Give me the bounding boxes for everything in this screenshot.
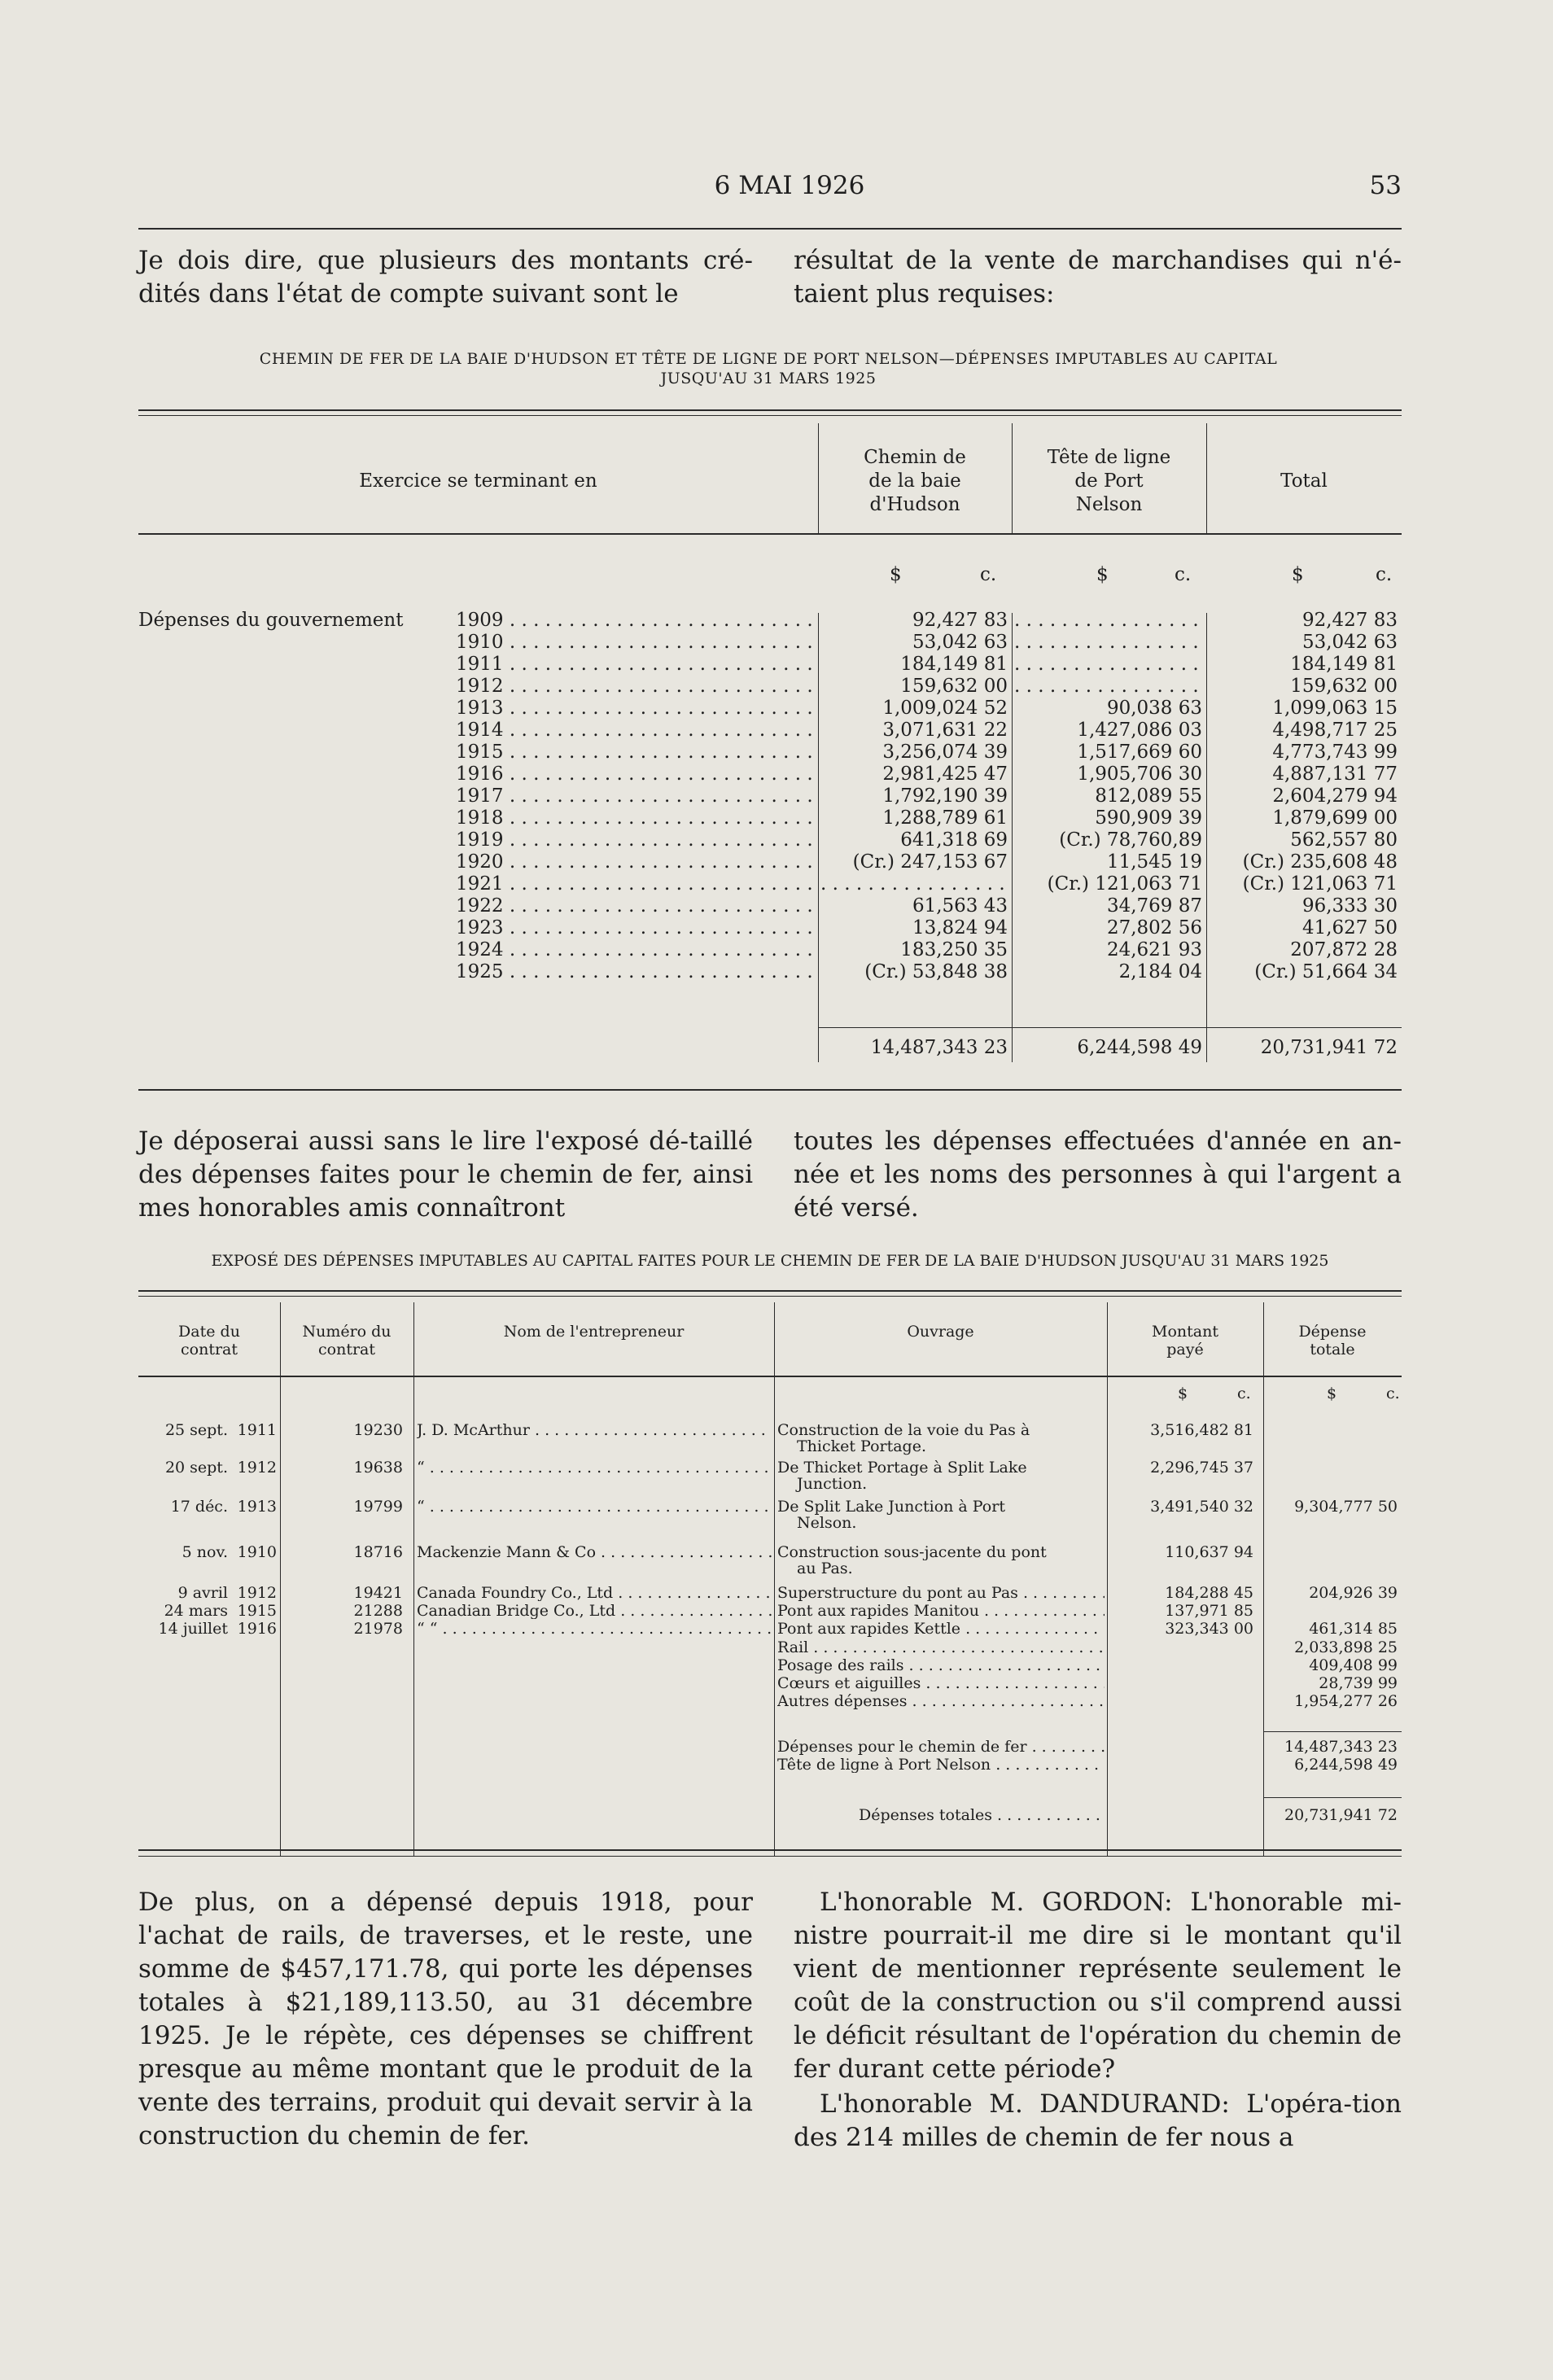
table2-year: 1912	[237, 1459, 277, 1477]
header-rule	[138, 228, 1402, 230]
table1-cell-nelson: 2,184 04	[1118, 961, 1202, 982]
table1-cell-total: 2,604,279 94	[1272, 785, 1398, 807]
table1-cell-total: 184,149 81	[1290, 654, 1398, 675]
table1-cell-nelson: 24,621 93	[1106, 939, 1202, 960]
table1-cell-nelson: 812,089 55	[1095, 785, 1202, 807]
table2-work-line1: Pont aux rapides Kettle . . .	[777, 1621, 1105, 1637]
table2-work-line1: De Thicket Portage à Split Lake	[777, 1460, 1027, 1476]
table1-cell-nelson: 1,905,706 30	[1077, 763, 1202, 785]
table1-year: 1924 . . .	[456, 939, 816, 961]
table1-year: 1919 . . .	[456, 829, 816, 851]
table2-year: 1912	[237, 1584, 277, 1602]
table2-grand-total: 20,731,941 72	[1284, 1806, 1398, 1824]
table1-total-nelson: 6,244,598 49	[1077, 1037, 1202, 1058]
table2-paid: 2,296,745 37	[1150, 1459, 1253, 1477]
table1-cell-hudson: 2,981,425 47	[882, 763, 1008, 785]
bottom-right-p1: L'honorable M. GORDON: L'honorable mi-nistre pourrait-il me dire si le montant qu'il vient de mentionner représente seulement le coût de la construction ou s'il comprend aussi le déficit résultant de l'opération du chemin de fer durant cette période?	[794, 1888, 1402, 2084]
table2-date: 20 sept.	[164, 1459, 228, 1477]
table1-col-hudson: Chemin de de la baie d'Hudson	[864, 447, 966, 515]
table2-extra-total: 28,739 99	[1319, 1674, 1398, 1692]
table1-cell-nelson	[1014, 676, 1202, 698]
table1-cell-total: 92,427 83	[1301, 610, 1398, 631]
table2-extra-total: 409,408 99	[1309, 1656, 1398, 1674]
table1-cell-total: 159,632 00	[1290, 676, 1398, 697]
table1-col-nelson: Tête de ligne de Port Nelson	[1047, 447, 1171, 515]
table1-cell-hudson: 92,427 83	[912, 610, 1008, 631]
table2-extra-total: 2,033,898 25	[1294, 1638, 1398, 1656]
table2-total: 204,926 39	[1309, 1584, 1398, 1602]
table1-vline-body-3	[1206, 613, 1207, 1062]
table1-cell-total: (Cr.) 235,608 48	[1242, 851, 1398, 873]
table2-work	[777, 1603, 1105, 1619]
table1-cell-nelson	[1014, 632, 1202, 654]
unit-dollar-1: $	[890, 564, 902, 585]
table1-row-label: Dépenses du gouvernement	[138, 610, 404, 631]
table1-year: 1916 . . .	[456, 763, 816, 785]
intro-right: résultat de la vente de marchandises qui n'é-taient plus requises:	[794, 246, 1402, 308]
table2-number: 19421	[353, 1584, 403, 1602]
table1-cell-nelson: 27,802 56	[1106, 917, 1202, 938]
table1-year: 1917 . . .	[456, 785, 816, 807]
table1-cell-nelson: 34,769 87	[1106, 895, 1202, 917]
table1-rule-top2	[138, 415, 1402, 416]
table2-extra-total: 1,954,277 26	[1294, 1692, 1398, 1710]
table2-paid: 3,516,482 81	[1150, 1421, 1253, 1439]
table1-cell-hudson: (Cr.) 53,848 38	[864, 961, 1008, 982]
intro-left: Je dois dire, que plusieurs des montants cré-dités dans l'état de compte suivant sont le	[138, 246, 753, 308]
table2-entrepreneur: “ . . .	[417, 1460, 772, 1476]
table2-paid: 110,637 94	[1165, 1543, 1253, 1561]
table2-year: 1913	[237, 1498, 277, 1516]
table2-paid: 137,971 85	[1165, 1602, 1253, 1620]
table2-extra-work: Rail . . .	[777, 1640, 1105, 1656]
table2-unit-dollar-2: $	[1327, 1385, 1337, 1402]
table1-year: 1914 . . .	[456, 720, 816, 742]
table1-year: 1923 . . .	[456, 917, 816, 939]
table2-unit-cent-2: c.	[1386, 1385, 1400, 1402]
table2-vline-2	[413, 1302, 414, 1856]
table1-year: 1915 . . .	[456, 742, 816, 763]
table2-year: 1911	[237, 1421, 277, 1439]
table1-cell-hudson: 3,071,631 22	[882, 720, 1008, 741]
table1-cell-hudson: 1,792,190 39	[882, 785, 1008, 807]
table2-h-paye: Montant payé	[1152, 1323, 1218, 1358]
table2-total: 461,314 85	[1309, 1620, 1398, 1638]
table2-work	[777, 1423, 1105, 1455]
table1-col-label: Exercice se terminant en	[359, 470, 597, 492]
table2-number: 21288	[353, 1602, 403, 1620]
table2-h-depense: Dépense totale	[1298, 1323, 1367, 1358]
table2-entrepreneur: Canadian Bridge Co., Ltd . . .	[417, 1603, 772, 1619]
unit-cent-3: c.	[1376, 564, 1393, 585]
table1-title-line2: JUSQU'AU 31 MARS 1925	[660, 370, 877, 387]
table2-grand-label: Dépenses totales . . .	[859, 1808, 1105, 1823]
table2-total: 9,304,777 50	[1294, 1498, 1398, 1516]
table2-vline-5	[1263, 1302, 1264, 1856]
table2-entrepreneur: Mackenzie Mann & Co . . .	[417, 1545, 772, 1560]
table2-work-line1: De Split Lake Junction à Port	[777, 1499, 1005, 1515]
table2-work-line2: Junction.	[797, 1475, 868, 1493]
table1-cell-hudson: 61,563 43	[912, 895, 1008, 917]
bottom-right-p2: L'honorable M. DANDURAND: L'opéra-tion des 214 milles de chemin de fer nous a	[794, 2089, 1402, 2152]
table2-date: 17 déc.	[170, 1498, 228, 1516]
table1-year: 1910 . . .	[456, 632, 816, 654]
table2-date: 5 nov.	[182, 1543, 228, 1561]
table2-work-line1: Construction sous-jacente du pont	[777, 1545, 1047, 1560]
unit-cent-2: c.	[1175, 564, 1192, 585]
table1-year: 1909 . . .	[456, 610, 816, 632]
table2-year: 1916	[237, 1620, 277, 1638]
table2-number: 18716	[353, 1543, 403, 1561]
table2-subtotal-rule	[1263, 1731, 1402, 1732]
table1-cell-hudson: (Cr.) 247,153 67	[852, 851, 1008, 873]
table1-cell-total: 562,557 80	[1290, 829, 1398, 851]
unit-cent-1: c.	[980, 564, 997, 585]
table2-h-entrepreneur: Nom de l'entrepreneur	[503, 1323, 685, 1341]
table2-subtotal-total: 6,244,598 49	[1294, 1756, 1398, 1774]
table2-work-line2: Thicket Portage.	[797, 1437, 927, 1455]
table2-work	[777, 1499, 1105, 1531]
table1-cell-total: 41,627 50	[1301, 917, 1398, 938]
table1-cell-hudson: 53,042 63	[912, 632, 1008, 653]
table1-cell-hudson: 641,318 69	[900, 829, 1008, 851]
table1-cell-hudson: 1,009,024 52	[882, 698, 1008, 719]
table1-totals-rule	[818, 1027, 1402, 1028]
table1-cell-total: 1,879,699 00	[1272, 807, 1398, 829]
table1-cell-nelson: 1,427,086 03	[1077, 720, 1202, 741]
table1-cell-hudson: 3,256,074 39	[882, 742, 1008, 763]
table2-paid: 184,288 45	[1165, 1584, 1253, 1602]
table1-cell-nelson: 1,517,669 60	[1077, 742, 1202, 763]
table2-vline-1	[280, 1302, 281, 1856]
table1-cell-hudson: 183,250 35	[900, 939, 1008, 960]
table2-subtotal-work: Tête de ligne à Port Nelson . . .	[777, 1757, 1105, 1773]
table1-cell-total: (Cr.) 121,063 71	[1242, 873, 1398, 895]
table1-rule-top	[138, 409, 1402, 411]
table2-h-date: Date du contrat	[178, 1323, 240, 1358]
table2-year: 1910	[237, 1543, 277, 1561]
table1-cell-total: 4,773,743 99	[1272, 742, 1398, 763]
table2-subtotal-total: 14,487,343 23	[1284, 1738, 1398, 1756]
table2-entrepreneur: “ “ . . .	[417, 1621, 772, 1637]
middle-left: Je déposerai aussi sans le lire l'exposé dé-taillé des dépenses faites pour le chemin de fer, ainsi mes honorables amis connaîtront	[138, 1127, 753, 1223]
table2-rule-header	[138, 1376, 1402, 1377]
table2-entrepreneur: “ . . .	[417, 1499, 772, 1515]
table1-year: 1925 . . .	[456, 961, 816, 983]
table2-work	[777, 1545, 1105, 1577]
table2-entrepreneur: J. D. McArthur . . .	[417, 1423, 772, 1438]
table1-vline-body-1	[818, 613, 819, 1062]
table2-date: 14 juillet	[158, 1620, 228, 1638]
table1-cell-total: 4,498,717 25	[1272, 720, 1398, 741]
table1-year: 1920 . . .	[456, 851, 816, 873]
table2-subtotal-work: Dépenses pour le chemin de fer . . .	[777, 1739, 1105, 1755]
table2-title: EXPOSÉ DES DÉPENSES IMPUTABLES AU CAPITAL FAITES POUR LE CHEMIN DE FER DE LA BAIE D'HUDSON JUSQU'AU 31 MARS 1925	[211, 1252, 1329, 1270]
table2-work	[777, 1621, 1105, 1637]
table1-cell-total: 4,887,131 77	[1272, 763, 1398, 785]
table1-cell-hudson: 13,824 94	[912, 917, 1008, 938]
table1-cell-total: 1,099,063 15	[1272, 698, 1398, 719]
table2-rule-top2	[138, 1296, 1402, 1297]
table1-total-hudson: 14,487,343 23	[870, 1037, 1008, 1058]
table2-extra-work: Cœurs et aiguilles . . .	[777, 1676, 1105, 1691]
table1-cell-total: (Cr.) 51,664 34	[1254, 961, 1398, 982]
table2-work-line2: Nelson.	[797, 1514, 857, 1532]
table1-cell-hudson: 159,632 00	[900, 676, 1008, 697]
table1-cell-total: 207,872 28	[1290, 939, 1398, 960]
table2-work-line1: Pont aux rapides Manitou . . .	[777, 1603, 1105, 1619]
table1-cell-hudson	[820, 873, 1008, 895]
table2-date: 9 avril	[177, 1584, 228, 1602]
table2-h-number: Numéro du contrat	[302, 1323, 392, 1358]
table2-extra-work: Autres dépenses . . .	[777, 1694, 1105, 1709]
table1-cell-total: 96,333 30	[1301, 895, 1398, 917]
table1-year: 1912 . . .	[456, 676, 816, 698]
table2-work-line1: Superstructure du pont au Pas . . .	[777, 1586, 1105, 1601]
table2-work-line1: Construction de la voie du Pas à	[777, 1423, 1030, 1438]
table1-title	[130, 350, 1406, 387]
table1-cell-total: 53,042 63	[1301, 632, 1398, 653]
table1-cell-nelson: 590,909 39	[1095, 807, 1202, 829]
table2-work	[777, 1460, 1105, 1492]
table1-cell-hudson: 1,288,789 61	[882, 807, 1008, 829]
table2-work	[777, 1586, 1105, 1601]
table2-rule-top	[138, 1290, 1402, 1292]
table1-rule-header	[138, 533, 1402, 535]
table2-number: 19799	[353, 1498, 403, 1516]
table1-cell-nelson: (Cr.) 121,063 71	[1047, 873, 1202, 895]
table2-work-line2: au Pas.	[797, 1560, 853, 1577]
table2-vline-4	[1107, 1302, 1108, 1856]
table2-paid: 323,343 00	[1165, 1620, 1253, 1638]
table2-number: 21978	[353, 1620, 403, 1638]
table1-cell-nelson: (Cr.) 78,760,89	[1059, 829, 1202, 851]
table2-unit-cent-1: c.	[1237, 1385, 1251, 1402]
table2-paid: 3,491,540 32	[1150, 1498, 1253, 1516]
table1-col-total: Total	[1280, 470, 1328, 492]
table1-title-line1: CHEMIN DE FER DE LA BAIE D'HUDSON ET TÊTE DE LIGNE DE PORT NELSON—DÉPENSES IMPUTABLES AU CAPITAL	[259, 350, 1278, 368]
table1-rule-bottom	[138, 1089, 1402, 1091]
table2-extra-work: Posage des rails . . .	[777, 1658, 1105, 1673]
table2-number: 19230	[353, 1421, 403, 1439]
table1-year: 1922 . . .	[456, 895, 816, 917]
table1-cell-nelson	[1014, 610, 1202, 632]
table1-cell-nelson	[1014, 654, 1202, 676]
table1-total-total: 20,731,941 72	[1260, 1037, 1398, 1058]
table2-year: 1915	[237, 1602, 277, 1620]
page-date: 6 MAI 1926	[714, 171, 865, 200]
table2-rule-bottom	[138, 1849, 1402, 1851]
table2-number: 19638	[353, 1459, 403, 1477]
unit-dollar-2: $	[1096, 564, 1109, 585]
table1-year: 1918 . . .	[456, 807, 816, 829]
table2-date: 24 mars	[164, 1602, 228, 1620]
table2-date: 25 sept.	[164, 1421, 228, 1439]
table1-year: 1921 . . .	[456, 873, 816, 895]
table2-rule-bottom2	[138, 1856, 1402, 1857]
page-number: 53	[1369, 171, 1402, 200]
table2-unit-dollar-1: $	[1178, 1385, 1188, 1402]
table1-cell-nelson: 90,038 63	[1106, 698, 1202, 719]
table1-year: 1911 . . .	[456, 654, 816, 676]
table2-vline-3	[774, 1302, 775, 1856]
middle-right: toutes les dépenses effectuées d'année en an-née et les noms des personnes à qui l'argent a été versé.	[794, 1127, 1402, 1223]
table2-total-rule	[1263, 1797, 1402, 1798]
table1-cell-nelson: 11,545 19	[1106, 851, 1202, 873]
bottom-left: De plus, on a dépensé depuis 1918, pour l'achat de rails, de traverses, et le reste, une somme de $457,171.78, qui porte les dépenses totales à $21,189,113.50, au 31 décembre 1925. Je le répète, ces dépenses se chiffrent presque au même montant que le produit de la vente des terrains, produit qui devait servir à la construction du chemin de fer.	[138, 1888, 753, 2150]
table2-h-ouvrage: Ouvrage	[907, 1323, 974, 1341]
table1-vline-body-2	[1012, 613, 1013, 1062]
table1-cell-hudson: 184,149 81	[900, 654, 1008, 675]
unit-dollar-3: $	[1292, 564, 1304, 585]
table2-entrepreneur: Canada Foundry Co., Ltd . . .	[417, 1586, 772, 1601]
table1-year: 1913 . . .	[456, 698, 816, 720]
